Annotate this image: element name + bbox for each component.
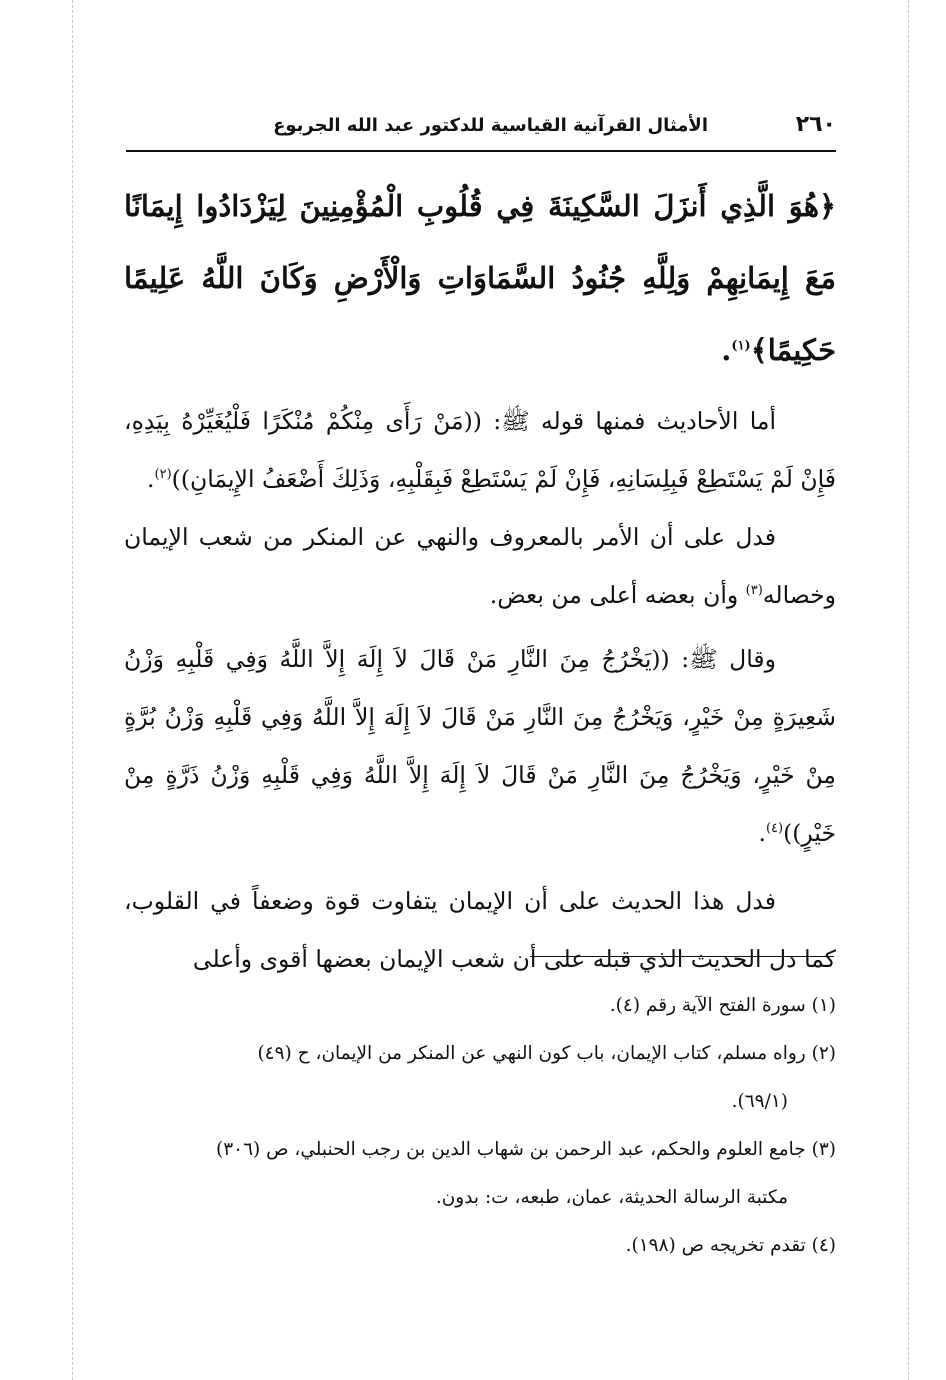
- footnotes: [124, 982, 836, 1270]
- footnote-ref-3: (٣): [745, 583, 763, 599]
- commentary-paragraph-1: [124, 508, 836, 624]
- footnote-4-text: (٤) تقدم تخريجه ص (١٩٨).: [625, 1235, 836, 1256]
- hadith-paragraph-1: [124, 392, 836, 508]
- hadith-1-end: .: [147, 465, 155, 493]
- footnote-4: [124, 1222, 836, 1270]
- running-title: الأمثال القرآنية القياسية للدكتور عبد الله الجربوع: [273, 115, 708, 136]
- commentary-paragraph-2: فدل هذا الحديث على أن الإيمان يتفاوت قوة وضعفاً في القلوب، كما دل الحديث الذي قبله على أن شعب الإيمان بعضها أقوى وأعلى: [124, 887, 836, 973]
- verse-end: .: [721, 333, 732, 367]
- commentary-1-text-b: وأن بعضه أعلى من بعض.: [489, 581, 746, 609]
- hadith-1-text: أما الأحاديث فمنها قوله ﷺ: ((مَنْ رَأَى مِنْكُمْ مُنْكَرًا فَلْيُغَيِّرْهُ بِيَدِهِ، فَإِنْ لَمْ يَسْتَطِعْ فَبِلِسَانِهِ، فَإِنْ لَمْ يَسْتَطِعْ فَبِقَلْبِهِ، وَذَلِكَ أَضْعَفُ الإِيمَانِ)): [124, 407, 836, 493]
- hadith-paragraph-2: [124, 630, 836, 862]
- footnote-2: [124, 1030, 836, 1078]
- header-rule: [126, 150, 836, 152]
- footnote-3-text: (٣) جامع العلوم والحكم، عبد الرحمن بن شهاب الدين بن رجب الحنبلي، ص (٣٠٦): [216, 1139, 836, 1160]
- scan-edge-right: [908, 0, 909, 1380]
- footnote-1-text: (١) سورة الفتح الآية رقم (٤).: [609, 995, 836, 1016]
- quran-verse: [124, 170, 836, 386]
- verse-text: ﴿هُوَ الَّذِي أَنزَلَ السَّكِينَةَ فِي قُلُوبِ الْمُؤْمِنِينَ لِيَزْدَادُوا إِيمَانًا مَعَ إِيمَانِهِمْ وَلِلَّهِ جُنُودُ السَّمَاوَاتِ وَالْأَرْضِ وَكَانَ اللَّهُ عَلِيمًا حَكِيمًا﴾: [124, 189, 836, 367]
- footnote-2-continuation: [124, 1078, 836, 1126]
- footnote-separator: [530, 956, 834, 957]
- footnote-2-text: (٢) رواه مسلم، كتاب الإيمان، باب كون النهي عن المنكر من الإيمان، ح (٤٩): [257, 1043, 836, 1064]
- footnote-1: [124, 982, 836, 1030]
- commentary-1-text-a: فدل على أن الأمر بالمعروف والنهي عن المنكر من شعب الإيمان وخصاله: [124, 523, 836, 609]
- scan-edge-left: [72, 0, 73, 1380]
- footnote-3-cont-text: مكتبة الرسالة الحديثة، عمان، طبعه، ت: بدون.: [435, 1187, 788, 1208]
- hadith-2-end: .: [758, 819, 766, 847]
- footnote-3-continuation: [124, 1174, 836, 1222]
- page-header: [126, 112, 836, 152]
- footnote-2-cont-text: (٦٩/١).: [731, 1091, 788, 1112]
- main-text: [124, 170, 836, 988]
- footnote-ref-2: (٢): [154, 467, 172, 483]
- page-number: ٢٦٠: [795, 112, 836, 137]
- hadith-2-text: وقال ﷺ: ((يَخْرُجُ مِنَ النَّارِ مَنْ قَالَ لاَ إِلَهَ إِلاَّ اللَّهُ وَفِي قَلْبِهِ وَزْنُ شَعِيرَةٍ مِنْ خَيْرٍ، وَيَخْرُجُ مِنَ النَّارِ مَنْ قَالَ لاَ إِلَهَ إِلاَّ اللَّهُ وَفِي قَلْبِهِ وَزْنُ بُرَّةٍ مِنْ خَيْرٍ، وَيَخْرُجُ مِنَ النَّارِ مَنْ قَالَ لاَ إِلَهَ إِلاَّ اللَّهُ وَفِي قَلْبِهِ وَزْنُ ذَرَّةٍ مِنْ خَيْرٍ)): [124, 645, 836, 847]
- footnote-ref-1: (١): [731, 338, 751, 354]
- footnote-ref-4: (٤): [765, 821, 784, 837]
- footnote-3: [124, 1126, 836, 1174]
